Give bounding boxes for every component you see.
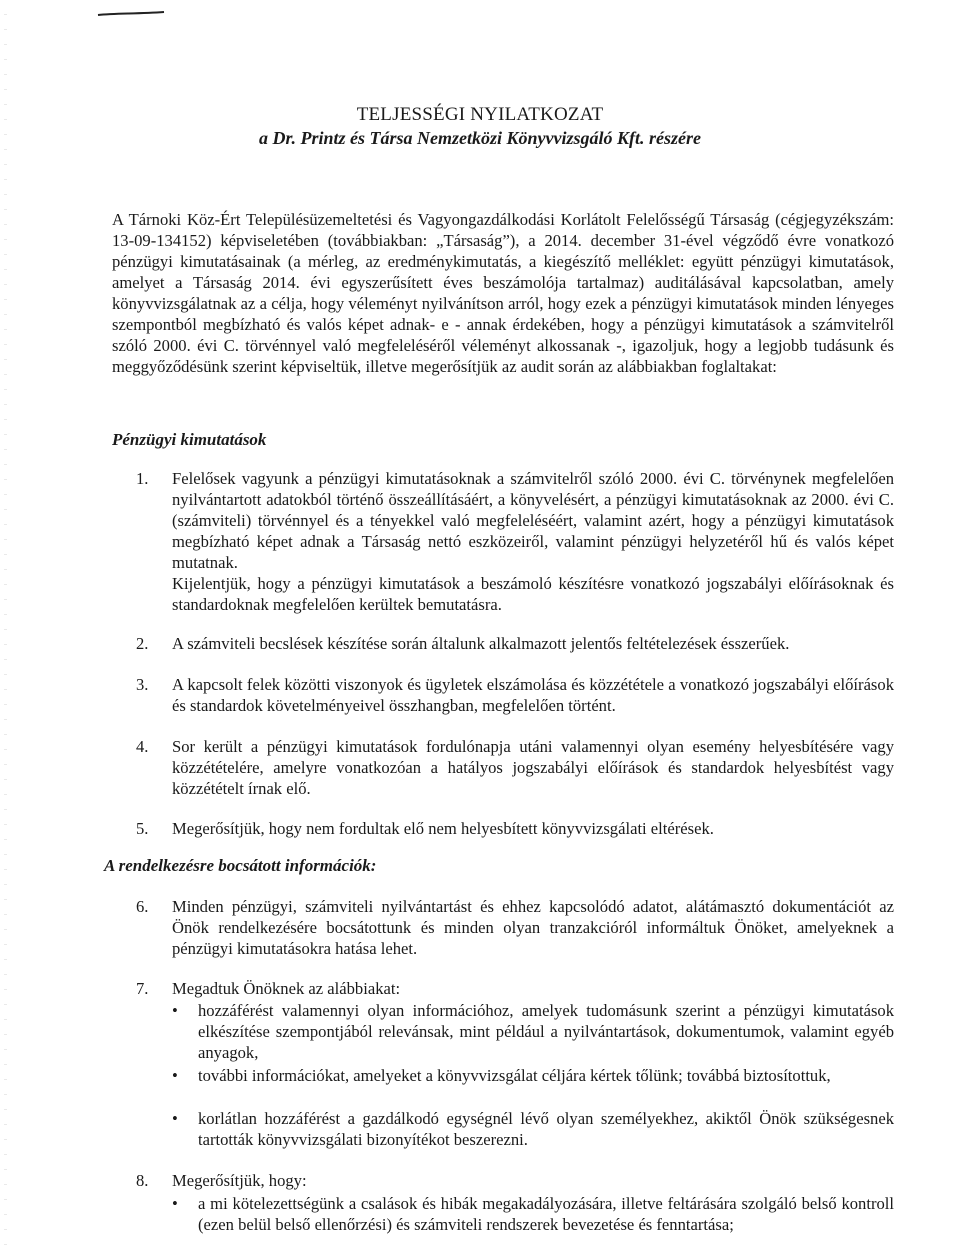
bullet-item	[172, 1065, 894, 1086]
item-number: 3.	[136, 675, 149, 694]
bullet-text: a mi kötelezettségünk a csalások és hibák megakadályozására, illetve feltárására szolgáló belső kontroll (ezen belül belső ellenőrzési) és számviteli rendszerek bevezetése és fenntartása;	[198, 1194, 894, 1234]
list-item-4	[136, 736, 894, 799]
list-item-7	[136, 978, 894, 999]
item-text: Felelősek vagyunk a pénzügyi kimutatásoknak a számvitelről szóló 2000. évi C. törvénynek megfelelően nyilvántartott adatokból történő összeállításáért, a könyvelésért, a pénzügyi kimutatásoknak az 2000. évi C. (számviteli) törvénnyel és a tényekkel való megfeleléséért, valamint azért, hogy a pénzügyi kimutatások megbízható képet adnak a Társaság nettó eszközeiről, valamint pénzügyi helyzetéről hű és valós képet mutatnak.	[172, 469, 894, 572]
item-number: 7.	[136, 979, 149, 998]
bullet-icon: •	[172, 1194, 178, 1213]
item-lead: Megerősítjük, hogy:	[172, 1171, 307, 1190]
item-number: 8.	[136, 1171, 149, 1190]
scan-edge-artifact	[4, 0, 7, 1250]
item-number: 1.	[136, 469, 149, 488]
bullet-icon: •	[172, 1066, 178, 1085]
list-item-6	[136, 896, 894, 959]
intro-paragraph: A Tárnoki Köz-Ért Településüzemeltetési és Vagyongazdálkodási Korlátolt Felelősségű Társaság (cégjegyzékszám: 13-09-134152) képviseletében (továbbiakban: „Társaság”), a 2014. december 31-ével végződő évre vonatkozó pénzügyi kimutatásainak (a mérleg, az eredménykimutatás, a kiegészítő melléklet: együtt pénzügyi kimutatások, amelyet a Társaság 2014. évi egyszerűsített éves beszámolója tartalmaz) auditálásával kapcsolatban, amely könyvvizsgálatnak az a célja, hogy véleményt nyilvánítson arról, hogy ezek a pénzügyi kimutatások minden lényeges szempontból megbízható és valós képet adnak- e - annak érdekében, hogy a pénzügyi kimutatások a számvitelről szóló 2000. évi C. törvénnyel való megfeleléséről véleményt alkossanak -, igazoljuk, hogy a legjobb tudásunk és meggyőződésünk szerint képviseltük, illetve megerősítjük az audit során az alábbiakban foglaltakat:	[112, 210, 894, 376]
bullet-text: további információkat, amelyeket a könyvvizsgálat céljára kértek tőlünk; továbbá biztosítottuk,	[198, 1066, 831, 1085]
item-text: A kapcsolt felek közötti viszonyok és ügyletek elszámolása és közzététele a vonatkozó jogszabályi előírások és standardok követelményeivel összhangban, megfelelően történt.	[172, 675, 894, 715]
item-number: 2.	[136, 634, 149, 653]
scan-mark-icon	[96, 10, 166, 18]
item-text: Sor került a pénzügyi kimutatások fordulónapja utáni valamennyi olyan esemény helyesbítésére vagy közzétételére, amelyre vonatkozóan a hatályos jogszabályi előírások és standardok helyesbítést vagy közzétételt írnak elő.	[172, 737, 894, 798]
bullet-item	[172, 1193, 894, 1235]
bullet-text: korlátlan hozzáférést a gazdálkodó egységnél lévő olyan személyekhez, akiktől Önök szükségesnek tartották könyvvizsgálati bizonyítékot beszerezni.	[198, 1109, 894, 1149]
item-text: A számviteli becslések készítése során általunk alkalmazott jelentős feltételezések ésszerűek.	[172, 634, 790, 653]
item-number: 4.	[136, 737, 149, 756]
item-number: 6.	[136, 897, 149, 916]
list-item-2	[136, 633, 894, 654]
item-lead: Megadtuk Önöknek az alábbiakat:	[172, 979, 401, 998]
list-item-3	[136, 674, 894, 716]
section-heading-provided-information: A rendelkezésre bocsátott információk:	[104, 856, 377, 875]
bullet-icon: •	[172, 1109, 178, 1128]
section-heading-financial-statements: Pénzügyi kimutatások	[112, 430, 267, 449]
document-title: TELJESSÉGI NYILATKOZAT	[356, 104, 604, 125]
document-subtitle: a Dr. Printz és Társa Nemzetközi Könyvvizsgáló Kft. részére	[258, 128, 701, 148]
bullet-text: hozzáférést valamennyi olyan információhoz, amelyek tudomásunk szerint a pénzügyi kimutatások elkészítése szempontjából relevánsak, mint például a nyilvántartások, dokumentumok, valamint egyéb anyagok,	[198, 1001, 894, 1062]
bullet-item	[172, 1108, 894, 1150]
item-number: 5.	[136, 819, 149, 838]
item-text: Megerősítjük, hogy nem fordultak elő nem helyesbített könyvvizsgálati eltérések.	[172, 819, 714, 838]
list-item-8	[136, 1170, 894, 1191]
item-text-continued: Kijelentjük, hogy a pénzügyi kimutatások a beszámoló készítésre vonatkozó jogszabályi előírásoknak és standardoknak megfelelően kerültek bemutatásra.	[172, 574, 894, 614]
bullet-item	[172, 1000, 894, 1063]
item-text: Minden pénzügyi, számviteli nyilvántartást és ehhez kapcsolódó adatot, alátámasztó dokumentációt az Önök rendelkezésére bocsátottunk és minden olyan tranzakcióról informáltuk Önöket, amelyeknek a pénzügyi kimutatásokra hatása lehet.	[172, 897, 894, 958]
list-item-1	[136, 468, 894, 615]
bullet-icon: •	[172, 1001, 178, 1020]
list-item-5	[136, 818, 894, 839]
